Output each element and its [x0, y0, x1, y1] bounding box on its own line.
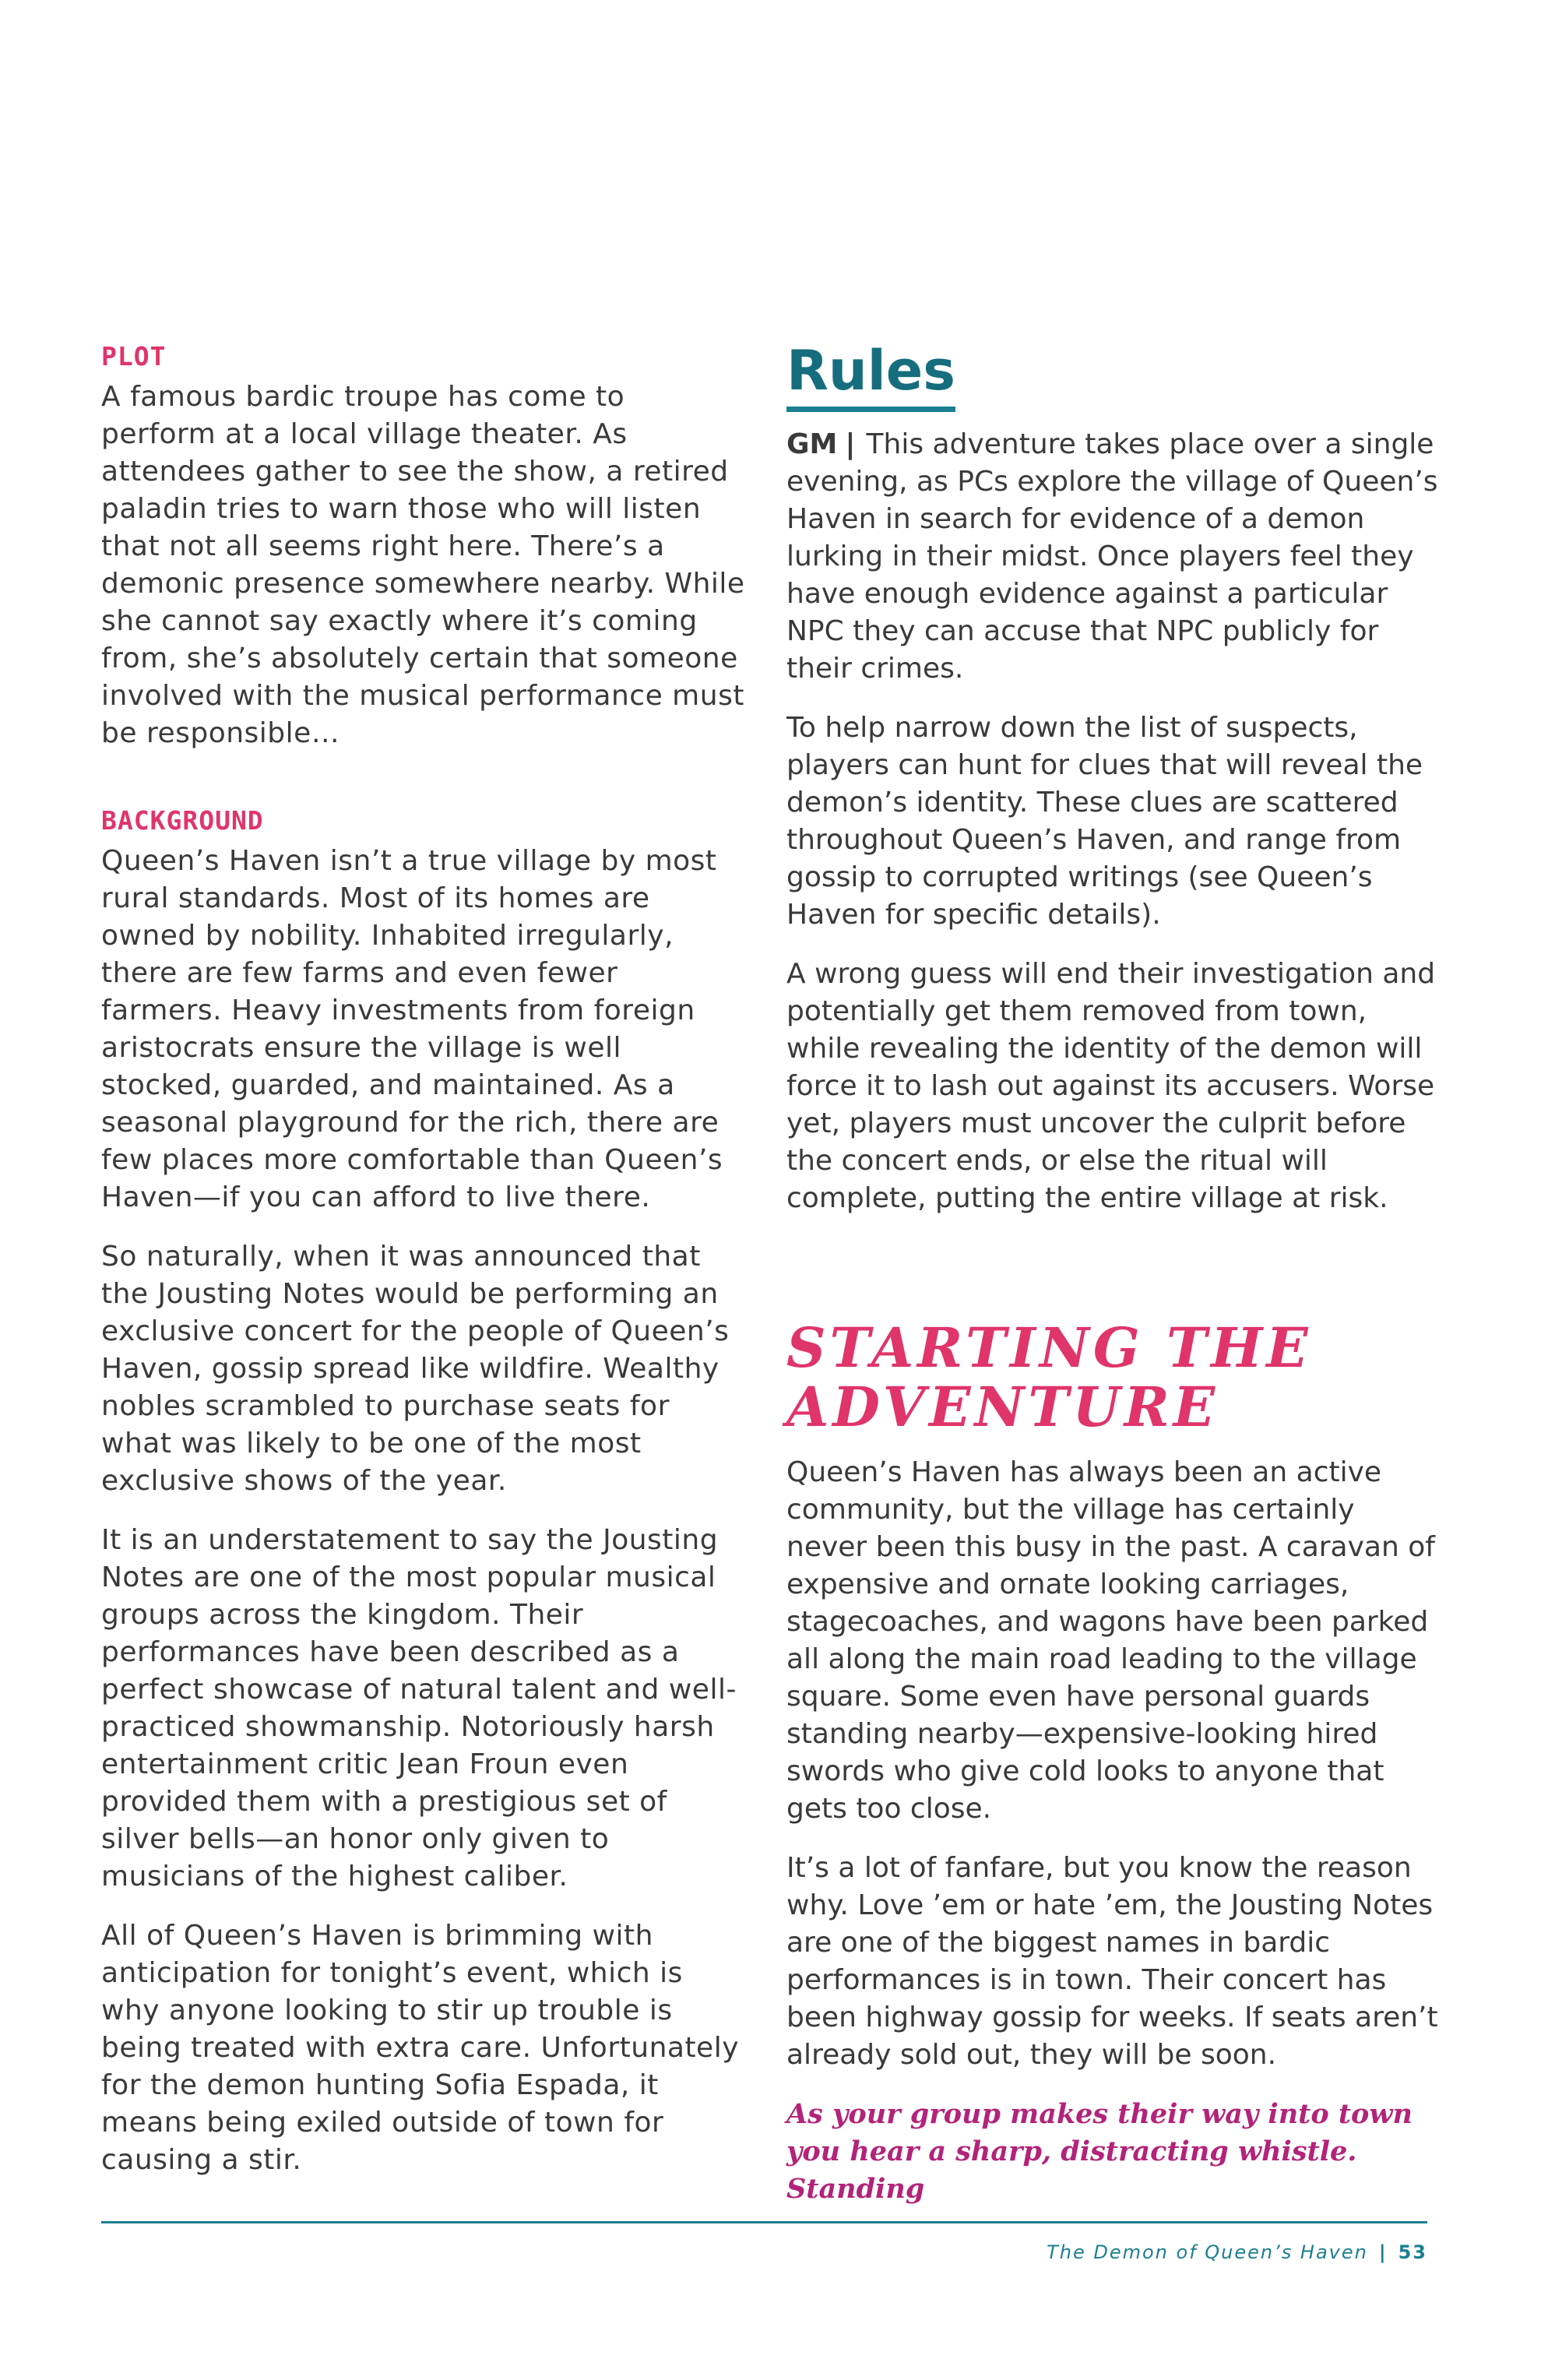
rules-heading: Rules: [786, 340, 955, 412]
footer-book-title: The Demon of Queen’s Haven: [1047, 2241, 1368, 2263]
page-footer: [1047, 2241, 1427, 2263]
section-spacer: [101, 774, 748, 804]
footer-divider: [101, 2221, 1427, 2223]
rules-paragraph-1: To help narrow down the list of suspects, players can hunt for clues that will reveal the demon’s identity. These clues are scattered throughout Queen’s Haven, and range from gossip to corrupted writings (see Queen’s Haven for specific details).: [786, 712, 1423, 931]
starting-paragraph-1: Queen’s Haven has always been an active community, but the village has certainly never been this busy in the past. A caravan of expensive and ornate looking carriages, stagecoaches, and wagons have been parked all along the main road leading to the village square. Some even have personal guards standing nearby—expensive-looking hired swords who give cold looks to anyone that gets too close.: [786, 1456, 1435, 1825]
page-number: 53: [1398, 2241, 1427, 2263]
gm-label: GM: [786, 428, 838, 460]
gm-paragraph: [786, 426, 1441, 688]
starting-adventure-heading: STARTING THE ADVENTURE: [786, 1315, 1312, 1439]
background-paragraph-2: So naturally, when it was announced that the Jousting Notes would be performing an exclusive concert for the people of Queen’s Haven, gossip spread like wildfire. Wealthy nobles scrambled to purchase seats for what was likely to be one of the most exclusive shows of the year.: [101, 1241, 730, 1497]
background-paragraph-3: It is an understatement to say the Jousting Notes are one of the most popular musical groups across the kingdom. Their performances have been described as a perfect showcase of natural talent and well-practiced showmanship. Notoriously harsh entertainment critic Jean Froun even provided them with a prestigious set of silver bells—an honor only given to musicians of the highest caliber.: [101, 1524, 737, 1892]
background-heading: BACKGROUND: [101, 805, 264, 836]
read-aloud-text: As your group makes their way into town you hear a sharp, distracting whistle. Standing: [786, 2098, 1413, 2205]
background-paragraph-4: All of Queen’s Haven is brimming with anticipation for tonight’s event, which is why anyone looking to stir up trouble is being treated with extra care. Unfortunately for the demon hunting Sofia Espada, it means being exiled outside of town for causing a stir.: [101, 1920, 740, 2176]
gm-separator: |: [845, 428, 856, 460]
rules-paragraph-2: A wrong guess will end their investigation and potentially get them removed from town, while revealing the identity of the demon will force it to lash out against its accusers. Worse yet, players must uncover the culprit before the concert ends, or else the ritual will complete, putting the entire village at risk.: [786, 958, 1436, 1214]
starting-paragraph-2: It’s a lot of fanfare, but you know the reason why. Love ’em or hate ’em, the Jousting Notes are one of the biggest names in bardic performances is in town. Their concert has been highway gossip for weeks. If seats aren’t already sold out, they will be soon.: [786, 1852, 1438, 2071]
footer-separator: |: [1378, 2241, 1388, 2263]
left-column: [101, 340, 748, 2201]
background-paragraph-1: Queen’s Haven isn’t a true village by most rural standards. Most of its homes are owned by nobility. Inhabited irregularly, there are few farms and even fewer farmers. Heavy investments from foreign aristocrats ensure the village is well stocked, guarded, and maintained. As a seasonal playground for the rich, there are few places more comfortable than Queen’s Haven—if you can afford to live there.: [101, 845, 723, 1213]
plot-heading: PLOT: [101, 341, 167, 371]
right-column: [786, 340, 1441, 2208]
plot-paragraph: A famous bardic troupe has come to perform at a local village theater. As attendees gather to see the show, a retired paladin tries to warn those who will listen that not all seems right here. There’s a demonic presence somewhere nearby. While she cannot say exactly where it’s coming from, she’s absolutely certain that someone involved with the musical performance must be responsible…: [101, 381, 745, 749]
gm-text: This adventure takes place over a single evening, as PCs explore the village of Queen’s Haven in search for evidence of a demon lurking in their midst. Once players feel they have enough evidence against a particular NPC they can accuse that NPC publicly for their crimes.: [786, 428, 1438, 685]
